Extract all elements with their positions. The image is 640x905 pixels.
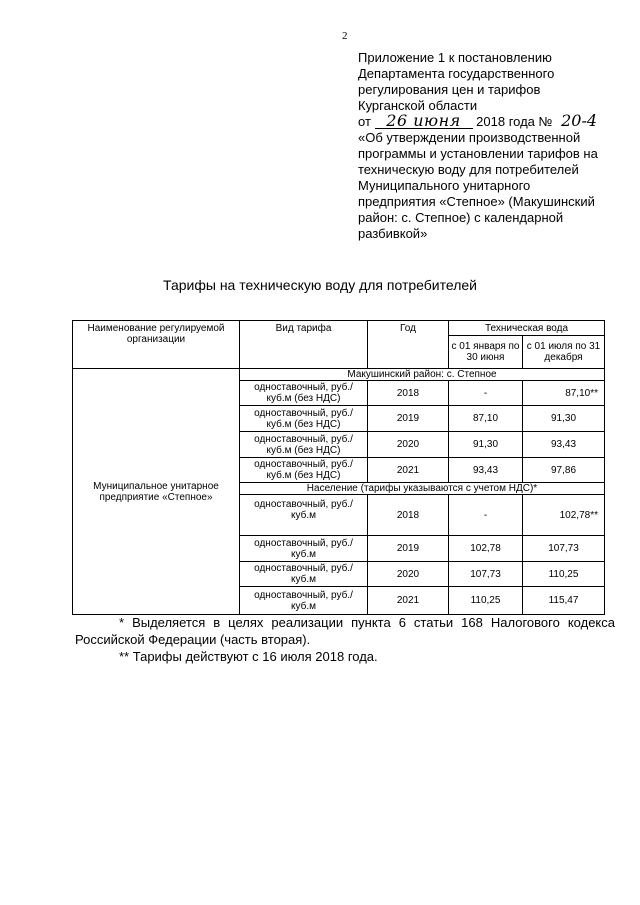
cell-period-1: 110,25	[449, 587, 523, 615]
appendix-subject-line: разбивкой»	[358, 226, 428, 241]
appendix-line: Департамента государственного	[358, 66, 555, 81]
appendix-subject-line: Муниципального унитарного	[358, 178, 531, 193]
handwritten-number: 20-4	[561, 111, 598, 130]
cell-tariff-type: одноставочный, руб./куб.м (без НДС)	[240, 432, 368, 458]
appendix-subject-line: «Об утверждении производственной	[358, 130, 581, 145]
cell-tariff-type: одноставочный, руб./куб.м	[240, 536, 368, 562]
page-number: 2	[342, 30, 348, 42]
cell-tariff-type: одноставочный, руб./куб.м	[240, 495, 368, 536]
cell-year: 2021	[368, 587, 449, 615]
date-suffix: 2018 года №	[476, 114, 553, 129]
appendix-line: Приложение 1 к постановлению	[358, 50, 552, 65]
cell-period-1: 93,43	[449, 458, 523, 483]
section-label: Население (тарифы указываются с учетом НДС)*	[240, 483, 605, 495]
handwritten-date: 26 июня	[375, 114, 473, 129]
header-period-2: с 01 июля по 31 декабря	[523, 336, 605, 369]
header-tariff-type: Вид тарифа	[240, 321, 368, 369]
cell-year: 2020	[368, 432, 449, 458]
appendix-block	[358, 50, 633, 242]
organization-name: Муниципальное унитарное предприятие «Степное»	[73, 369, 240, 615]
footnote-effective-date: ** Тарифы действуют с 16 июля 2018 года.	[119, 649, 378, 664]
cell-year: 2019	[368, 536, 449, 562]
cell-year: 2021	[368, 458, 449, 483]
header-technical-water: Техническая вода	[449, 321, 605, 336]
appendix-subject-line: район: с. Степное) с календарной	[358, 210, 564, 225]
header-year: Год	[368, 321, 449, 369]
document-title: Тарифы на техническую воду для потребителей	[163, 277, 477, 293]
cell-period-2: 102,78**	[523, 495, 605, 536]
cell-period-2: 93,43	[523, 432, 605, 458]
appendix-subject-line: техническую воду для потребителей	[358, 162, 579, 177]
tariff-table	[72, 320, 605, 615]
cell-year: 2020	[368, 562, 449, 587]
appendix-line: регулирования цен и тарифов	[358, 82, 541, 97]
cell-period-1: 87,10	[449, 406, 523, 432]
cell-period-1: -	[449, 495, 523, 536]
cell-period-1: -	[449, 381, 523, 406]
cell-tariff-type: одноставочный, руб./куб.м (без НДС)	[240, 406, 368, 432]
cell-period-1: 107,73	[449, 562, 523, 587]
cell-period-1: 102,78	[449, 536, 523, 562]
cell-tariff-type: одноставочный, руб./куб.м (без НДС)	[240, 381, 368, 406]
cell-period-2: 87,10**	[523, 381, 605, 406]
cell-period-2: 107,73	[523, 536, 605, 562]
cell-tariff-type: одноставочный, руб./куб.м (без НДС)	[240, 458, 368, 483]
cell-period-2: 97,86	[523, 458, 605, 483]
cell-period-1: 91,30	[449, 432, 523, 458]
footnotes	[75, 614, 615, 665]
footnote-vat: * Выделяется в целях реализации пункта 6 статьи 168 Налогового кодекса Российской Федерации (часть вторая).	[75, 615, 615, 647]
appendix-date-line	[358, 111, 633, 130]
cell-year: 2018	[368, 381, 449, 406]
cell-period-2: 110,25	[523, 562, 605, 587]
header-period-1: с 01 января по 30 июня	[449, 336, 523, 369]
appendix-subject-line: программы и установлении тарифов на	[358, 146, 598, 161]
date-prefix: от	[358, 114, 371, 129]
appendix-subject-line: предприятия «Степное» (Макушинский	[358, 194, 595, 209]
section-label: Макушинский район: с. Степное	[240, 369, 605, 381]
header-organization: Наименование регулируемой организации	[73, 321, 240, 369]
cell-period-2: 115,47	[523, 587, 605, 615]
cell-tariff-type: одноставочный, руб./куб.м	[240, 562, 368, 587]
cell-period-2: 91,30	[523, 406, 605, 432]
cell-year: 2019	[368, 406, 449, 432]
appendix-line: Курганской области	[358, 98, 478, 113]
cell-tariff-type: одноставочный, руб./куб.м	[240, 587, 368, 615]
cell-year: 2018	[368, 495, 449, 536]
